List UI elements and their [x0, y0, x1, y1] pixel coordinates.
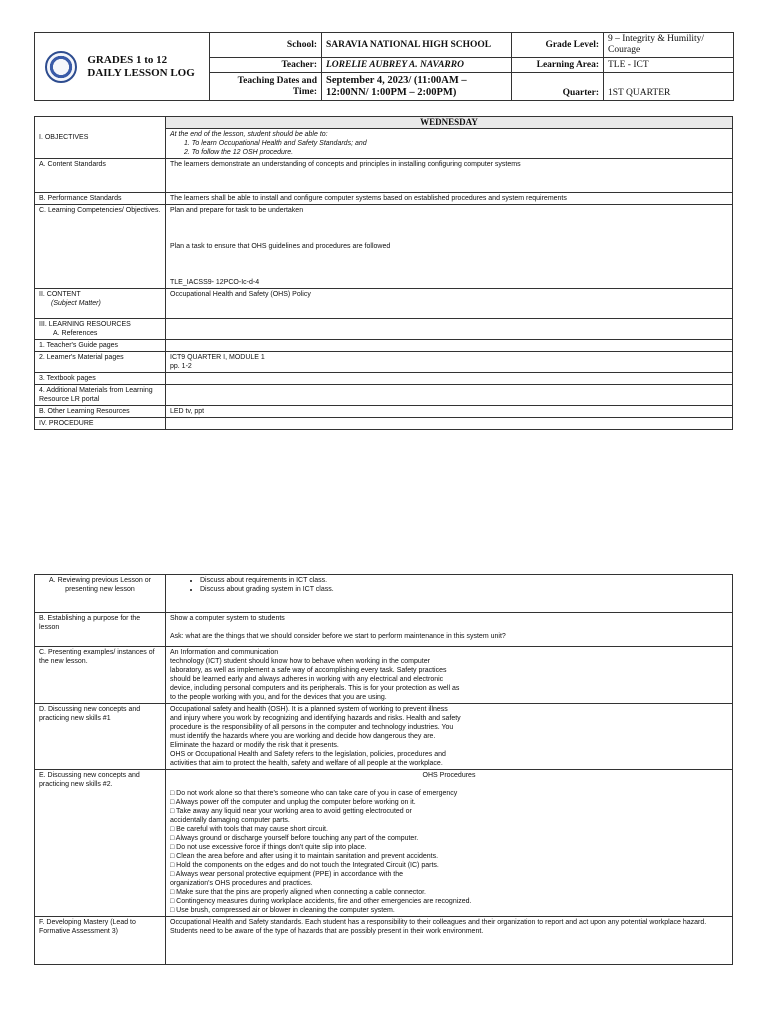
dates-value: September 4, 2023/ (11:00AM – 12:00NN/ 1:00PM – 2:00PM)	[322, 73, 512, 101]
competency-1: Plan and prepare for task to be undertaken	[170, 207, 304, 214]
ohs-procedures-title: OHS Procedures	[422, 772, 476, 779]
procedure-d-label: D. Discussing new concepts and practicing new skills #1	[35, 704, 166, 770]
ohs-item: □ Make sure that the pins are properly aligned when connecting a cable connector.	[170, 889, 426, 896]
doc-title	[87, 54, 194, 80]
competencies-label: C. Learning Competencies/ Objectives.	[35, 205, 166, 289]
objective-item: 1. To learn Occupational Health and Safety Standards; and	[184, 140, 367, 147]
deped-seal-icon	[45, 51, 77, 83]
title-line-1: GRADES 1 to 12	[87, 53, 168, 66]
ohs-item: □ Take away any liquid near your working area to avoid getting electrocuted or	[170, 808, 412, 815]
lesson-table-1	[34, 116, 733, 430]
procedure-b-label: B. Establishing a purpose for the lesson	[35, 613, 166, 647]
list-item: • Discuss about requirements in ICT class.	[200, 576, 728, 585]
ohs-item: □ Always power off the computer and unplug the computer before working on it.	[170, 799, 416, 806]
learners-material-cell	[166, 352, 733, 373]
resources-value	[166, 319, 733, 340]
objective-item: 2. To follow the 12 OSH procedure.	[184, 149, 294, 156]
procedure-b-line-2: Ask: what are the things that we should consider before we start to perform maintenance in this system unit?	[170, 633, 506, 640]
learners-material-label: 2. Learner's Material pages	[35, 352, 166, 373]
resources-cell	[35, 319, 166, 340]
procedure-a-label: A. Reviewing previous Lesson or presenting new lesson	[35, 575, 166, 613]
procedure-value	[166, 418, 733, 430]
list-item: • Discuss about grading system in ICT class.	[200, 585, 728, 594]
procedure-a-cell	[166, 575, 733, 613]
learners-material-1: ICT9 QUARTER I, MODULE 1	[170, 354, 265, 361]
procedure-b-cell	[166, 613, 733, 647]
procedure-label: IV. PROCEDURE	[35, 418, 166, 430]
header-table	[34, 32, 734, 101]
content-label-cell	[35, 289, 166, 319]
procedure-f-text: Occupational Health and Safety standards. Each student has a responsibility to their colleagues and their organization to report and act upon any potential workplace hazard. Students need to be aware of the type of hazards that are possibly present in their work environment.	[166, 917, 733, 965]
content-standards-label: A. Content Standards	[35, 159, 166, 193]
additional-materials-label: 4. Additional Materials from Learning Resource LR portal	[35, 385, 166, 406]
ohs-item: □ Hold the components on the edges and do not touch the Integrated Circuit (IC) parts.	[170, 862, 439, 869]
other-resources-value: LED tv, ppt	[166, 406, 733, 418]
ohs-item: □ Do not work alone so that there's someone who can take care of you in case of emergency	[170, 790, 458, 797]
procedure-e-label: E. Discussing new concepts and practicing new skills #2.	[35, 770, 166, 917]
school-value: SARAVIA NATIONAL HIGH SCHOOL	[322, 33, 512, 58]
procedure-b-line-1: Show a computer system to students	[170, 615, 285, 622]
teacher-value: LORELIE AUBREY A. NAVARRO	[322, 58, 512, 73]
learning-area-label: Learning Area:	[512, 58, 604, 73]
performance-standards-label: B. Performance Standards	[35, 193, 166, 205]
procedure-c-label: C. Presenting examples/ instances of the new lesson.	[35, 647, 166, 704]
ohs-item: □ Always ground or discharge yourself before touching any part of the computer.	[170, 835, 419, 842]
grade-level-value: 9 – Integrity & Humility/ Courage	[604, 33, 734, 58]
ohs-item: □ Always wear personal protective equipment (PPE) in accordance with the	[170, 871, 404, 878]
procedure-c-text: An Information and communication technology (ICT) student should know how to behave when working in the computer laboratory, as well as implement a safe way of accomplishing every task. Safety practices should be learned early and always adheres in working with any electrical and electronic device, including personal computers and its peripherals. This is for your protection as well as to the people working with you, and for the devices that you are using.	[166, 647, 733, 704]
teachers-guide-label: 1. Teacher's Guide pages	[35, 340, 166, 352]
references-label: A. References	[53, 330, 98, 337]
ohs-item: □ Clean the area before and after using it to maintain sanitation and prevent accidents.	[170, 853, 439, 860]
day-header: WEDNESDAY	[166, 117, 733, 129]
learners-material-2: pp. 1-2	[170, 363, 192, 370]
other-resources-label: B. Other Learning Resources	[35, 406, 166, 418]
ohs-item: organization's OHS procedures and practices.	[170, 880, 313, 887]
procedure-d-text: Occupational safety and health (OSH). It is a planned system of working to prevent illness and injury where you work by recognizing and identifying hazards and risks. Health and safety procedure is the responsibility of all persons in the computer and technology industries. You must identify the hazards where you are working and decide how dangerous they are. Eliminate the hazard or modify the risk that it presents. OHS or Occupational Health and Safety refers to the legislation, policies, procedures and activities that aim to protect the health, safety and welfare of all people at the workplace.	[166, 704, 733, 770]
learning-area-value: TLE - ICT	[604, 58, 734, 73]
textbook-value	[166, 373, 733, 385]
additional-materials-value	[166, 385, 733, 406]
content-standards-value: The learners demonstrate an understanding of concepts and principles in installing configuring computer systems	[166, 159, 733, 193]
ohs-item: □ Be careful with tools that may cause short circuit.	[170, 826, 328, 833]
objectives-cell	[166, 129, 733, 159]
content-label: II. CONTENT	[39, 291, 81, 298]
dates-label: Teaching Dates and Time:	[210, 73, 322, 101]
content-sublabel: (Subject Matter)	[51, 300, 101, 307]
competency-2: Plan a task to ensure that OHS guidelines and procedures are followed	[170, 243, 391, 250]
teacher-label: Teacher:	[210, 58, 322, 73]
procedure-a-list	[170, 576, 728, 594]
procedure-f-label: F. Developing Mastery (Lead to Formative Assessment 3)	[35, 917, 166, 965]
procedure-e-cell	[166, 770, 733, 917]
ohs-item: accidentally damaging computer parts.	[170, 817, 290, 824]
content-value: Occupational Health and Safety (OHS) Policy	[166, 289, 733, 319]
teachers-guide-value	[166, 340, 733, 352]
grade-level-label: Grade Level:	[512, 33, 604, 58]
quarter-label: Quarter:	[512, 73, 604, 101]
performance-standards-value: The learners shall be able to install and configure computer systems based on established procedures and system requirements	[166, 193, 733, 205]
header-title-cell	[35, 33, 210, 101]
competencies-cell	[166, 205, 733, 289]
competency-code: TLE_IACSS9- 12PCO-Ic-d-4	[170, 279, 260, 286]
ohs-item: □ Do not use excessive force if things don't quite slip into place.	[170, 844, 367, 851]
lesson-table-2	[34, 574, 733, 965]
title-line-2: DAILY LESSON LOG	[87, 66, 195, 79]
textbook-label: 3. Textbook pages	[35, 373, 166, 385]
ohs-item: □ Use brush, compressed air or blower in cleaning the computer system.	[170, 907, 395, 914]
school-label: School:	[210, 33, 322, 58]
ohs-item: □ Contingency measures during workplace accidents, fire and other emergencies are recognized.	[170, 898, 472, 905]
quarter-value: 1ST QUARTER	[604, 73, 734, 101]
objectives-intro: At the end of the lesson, student should be able to:	[170, 131, 328, 138]
resources-label: III. LEARNING RESOURCES	[39, 321, 131, 328]
objectives-label: I. OBJECTIVES	[35, 117, 166, 159]
